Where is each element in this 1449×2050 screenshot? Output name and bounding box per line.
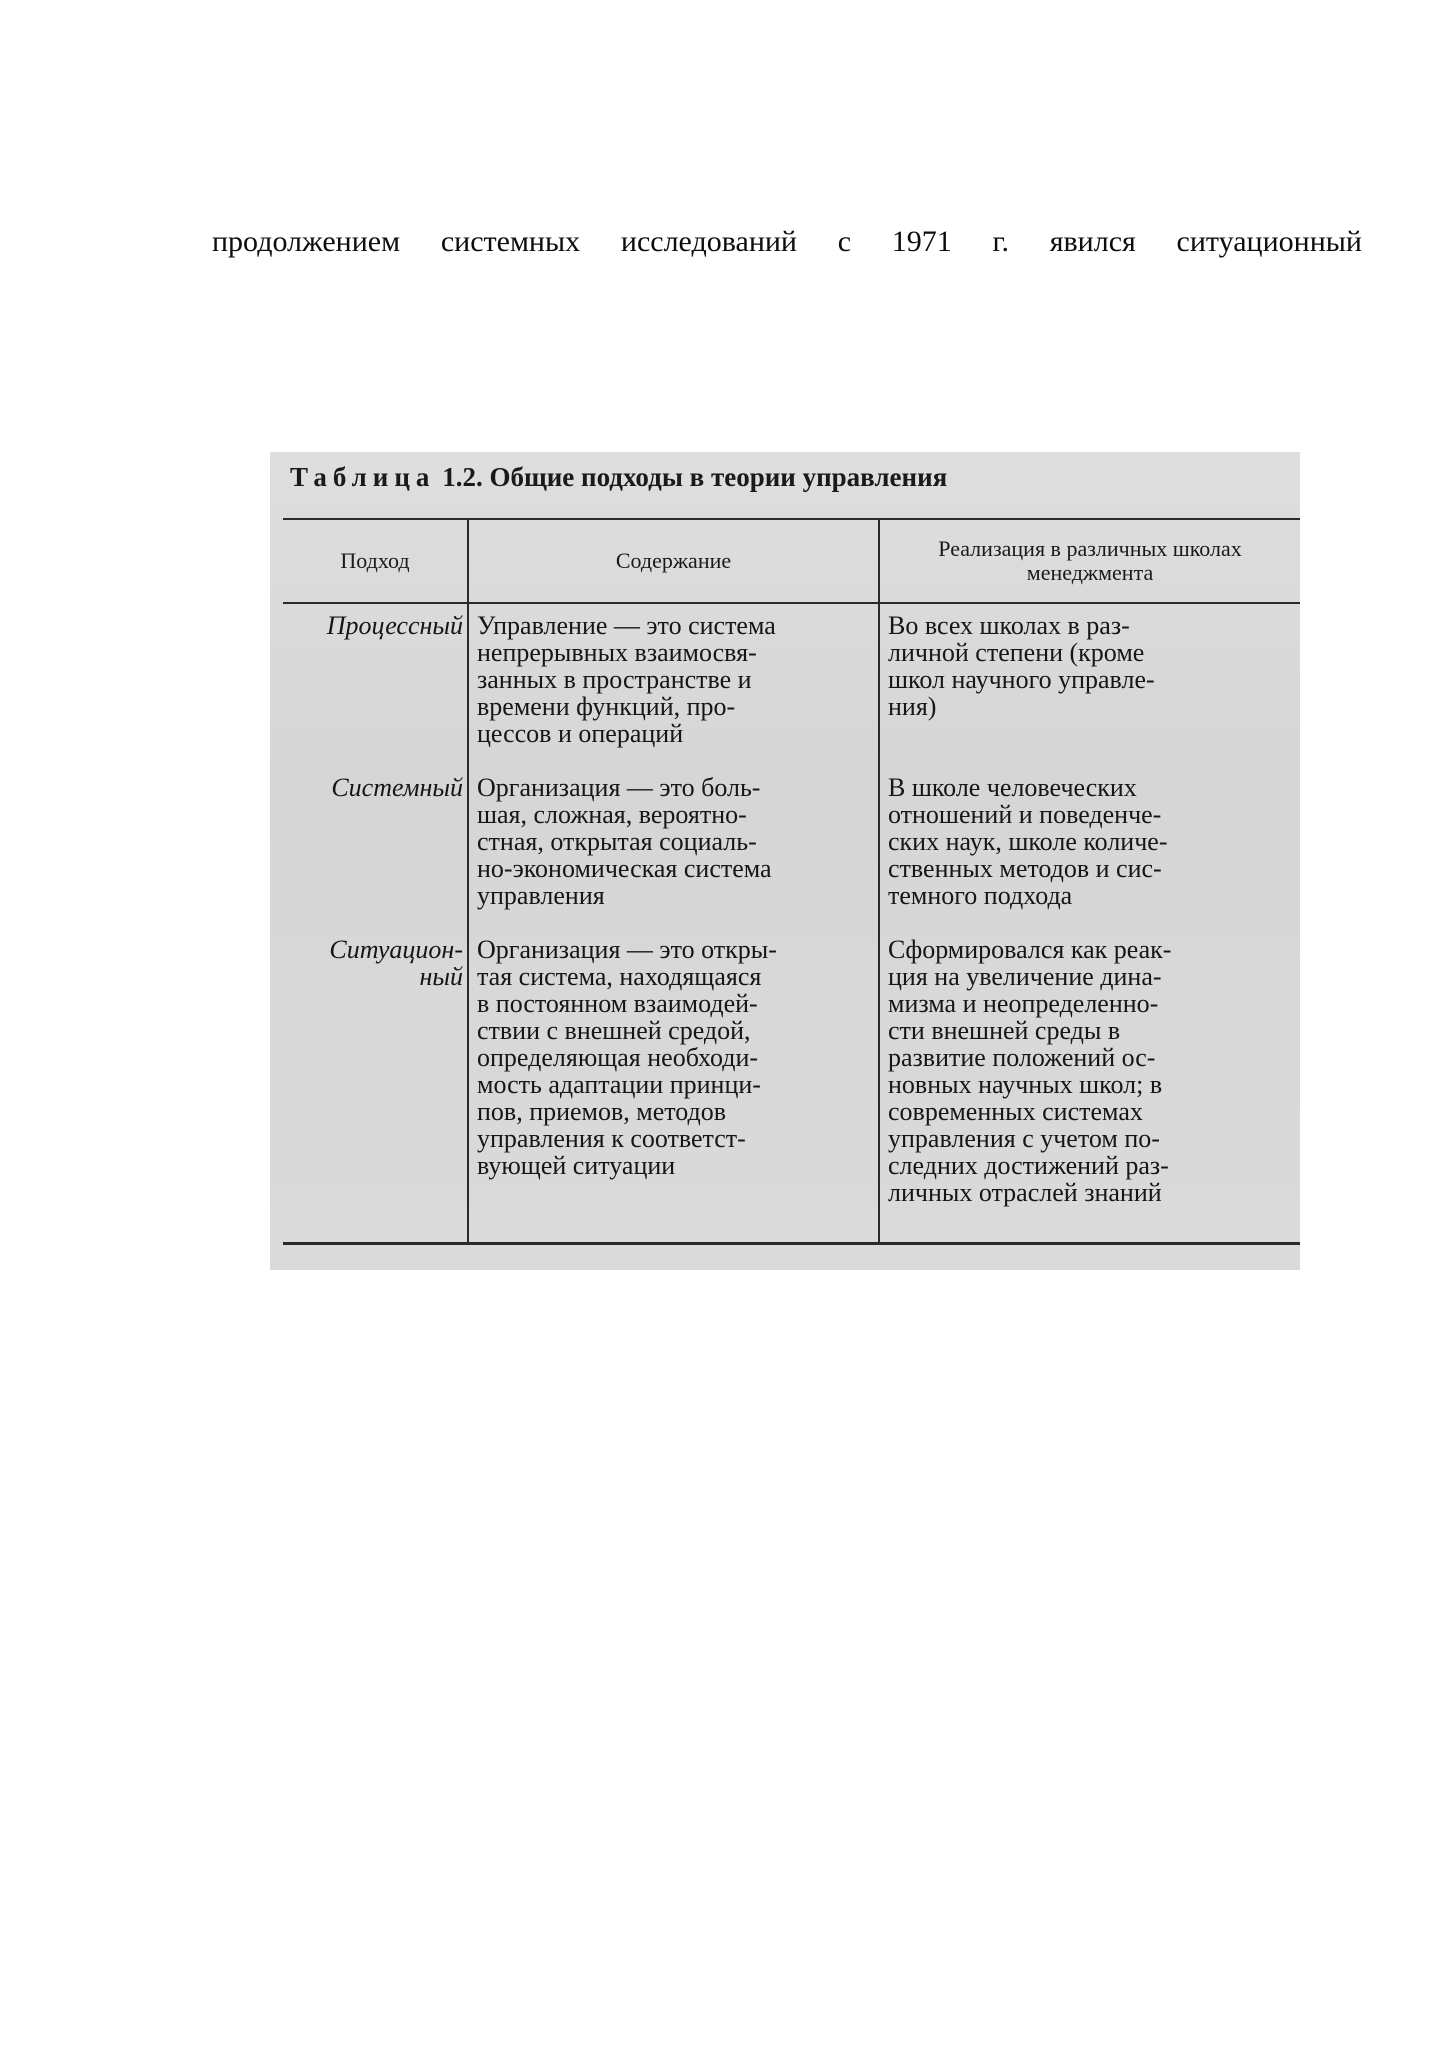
row-situational-approach: Ситуацион- ный	[329, 935, 463, 991]
table-caption-title: 1.2. Общие подходы в теории управления	[435, 462, 948, 492]
row-system-approach: Системный	[331, 773, 463, 802]
row-system-realization: В школе человеческих отношений и поведенче- ских наук, школе количе- ственных методов и сис- темного подхода	[888, 773, 1168, 910]
table-column-divider	[467, 518, 469, 1244]
table-bottom-rule	[283, 1242, 1300, 1245]
row-process-approach: Процессный	[326, 611, 463, 640]
row-system-content: Организация — это боль- шая, сложная, вероятно- стная, открытая социаль- но-экономическая система управления	[477, 773, 772, 910]
header-approach: Подход	[340, 548, 410, 573]
table-header-rule	[283, 602, 1300, 604]
row-process-realization: Во всех школах в раз- личной степени (кроме школ научного управле- ния)	[888, 611, 1155, 721]
row-process-content: Управление — это система непрерывных взаимосвя- занных в пространстве и времени функций, про- цессов и операций	[477, 611, 776, 748]
table-caption-label: Таблица	[290, 462, 436, 492]
scanned-table-image	[270, 452, 1300, 1270]
table-column-divider	[878, 518, 880, 1244]
table-caption	[290, 462, 947, 493]
header-realization: Реализация в различных школах менеджмента	[938, 536, 1242, 585]
row-situational-realization: Сформировался как реак- ция на увеличение дина- мизма и неопределенно- сти внешней среды в развитие положений ос- новных научных школ; в современных системах управления с учетом по- следних достижений раз- личных отраслей знаний	[888, 935, 1172, 1207]
row-situational-content: Организация — это откры- тая система, находящаяся в постоянном взаимодей- ствии с внешней средой, определяющая необходи- мость адаптации принци- пов, приемов, методов управления к соответст- вующей ситуации	[477, 935, 777, 1180]
header-content: Содержание	[615, 548, 732, 573]
body-text-line: продолжением системных исследований с 1971 г. явился ситуационный	[212, 225, 1362, 258]
